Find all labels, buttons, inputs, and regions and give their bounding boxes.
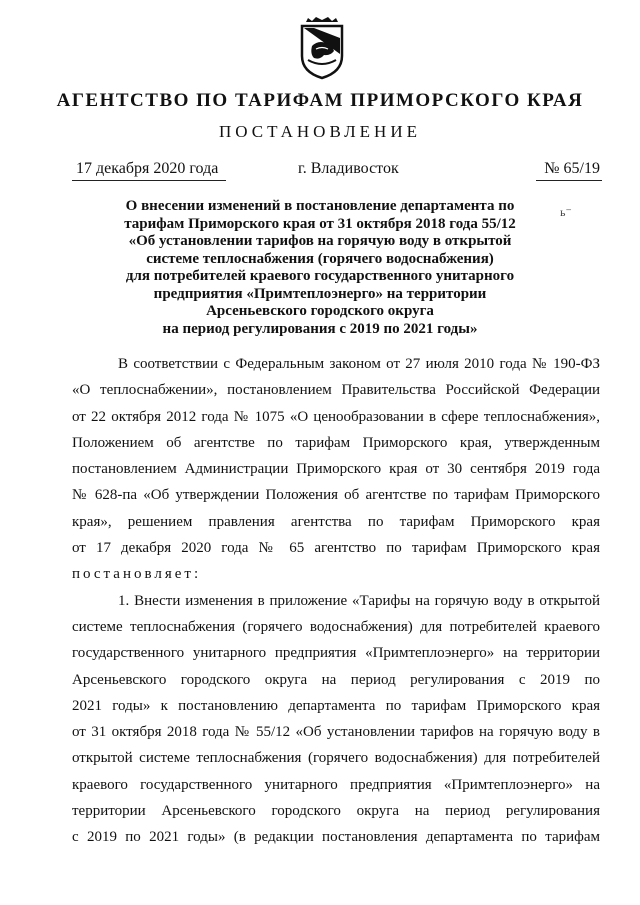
body-line: с 2019 по 2021 годы» (в редакции постановления департамента по тарифам	[72, 829, 600, 846]
body-line: Положением об агентстве по тарифам Приморского края, утвержденным	[72, 434, 600, 451]
coat-of-arms-icon	[296, 16, 348, 80]
title-line: для потребителей краевого государственного унитарного	[125, 268, 515, 284]
body-line: «О теплоснабжении», постановлением Правительства Российской Федерации	[72, 382, 600, 399]
margin-mark: ь⁻	[560, 205, 572, 219]
body-line: от 17 декабря 2020 года № 65 агентство по тарифам Приморского края	[72, 540, 600, 557]
body-line: 2021 годы» к постановлению департамента по тарифам Приморского края	[72, 697, 600, 714]
body-line: системе теплоснабжения (горячего водоснабжения) для потребителей краевого	[72, 618, 600, 635]
body-line: от 22 октября 2012 года № 1075 «О ценообразовании в сфере теплоснабжения»,	[72, 408, 600, 425]
body-line: постановляет:	[72, 566, 202, 583]
title-line: Арсеньевского городского округа	[206, 303, 434, 319]
document-number: № 65/19	[536, 160, 602, 181]
body-line: № 628-па «Об утверждении Положения об агентстве по тарифам Приморского	[72, 487, 600, 504]
title-line: тарифам Приморского края от 31 октября 2018 года 55/12	[124, 215, 516, 232]
agency-name: АГЕНТСТВО ПО ТАРИФАМ ПРИМОРСКОГО КРАЯ	[56, 90, 584, 111]
body-line: открытой системе теплоснабжения (горячего водоснабжения) для потребителей	[72, 750, 600, 767]
body-line: В соответствии с Федеральным законом от 27 июля 2010 года № 190-ФЗ	[118, 356, 600, 372]
title-line: «Об установлении тарифов на горячую воду в открытой	[128, 233, 512, 249]
document-meta-row	[72, 160, 602, 184]
body-line: государственного унитарного предприятия «Примтеплоэнерго» на территории	[72, 645, 600, 662]
body-line: постановлением Администрации Приморского края от 30 сентября 2019 года	[72, 461, 600, 478]
body-line: краевого государственного унитарного предприятия «Примтеплоэнерго» на	[72, 776, 600, 793]
title-line: на период регулирования с 2019 по 2021 годы»	[162, 320, 478, 337]
document-type: ПОСТАНОВЛЕНИЕ	[218, 122, 421, 141]
body-line: края», решением правления агентства по тарифам Приморского края	[72, 513, 600, 530]
body-line: территории Арсеньевского городского округа на период регулирования	[72, 803, 600, 820]
document-city: г. Владивосток	[298, 160, 399, 177]
document-body	[72, 351, 600, 851]
body-line: Арсеньевского городского округа на период регулирования с 2019 по	[72, 671, 600, 688]
title-line: предприятия «Примтеплоэнерго» на территории	[153, 285, 487, 302]
title-line: системе теплоснабжения (горячего водоснабжения)	[146, 250, 494, 267]
title-line: О внесении изменений в постановление департамента по	[125, 198, 515, 214]
body-line: 1. Внести изменения в приложение «Тарифы на горячую воду в открытой	[118, 592, 600, 609]
document-title	[100, 198, 540, 338]
document-date: 17 декабря 2020 года	[72, 160, 226, 181]
body-line: от 31 октября 2018 года № 55/12 «Об установлении тарифов на горячую воду в	[72, 724, 600, 741]
